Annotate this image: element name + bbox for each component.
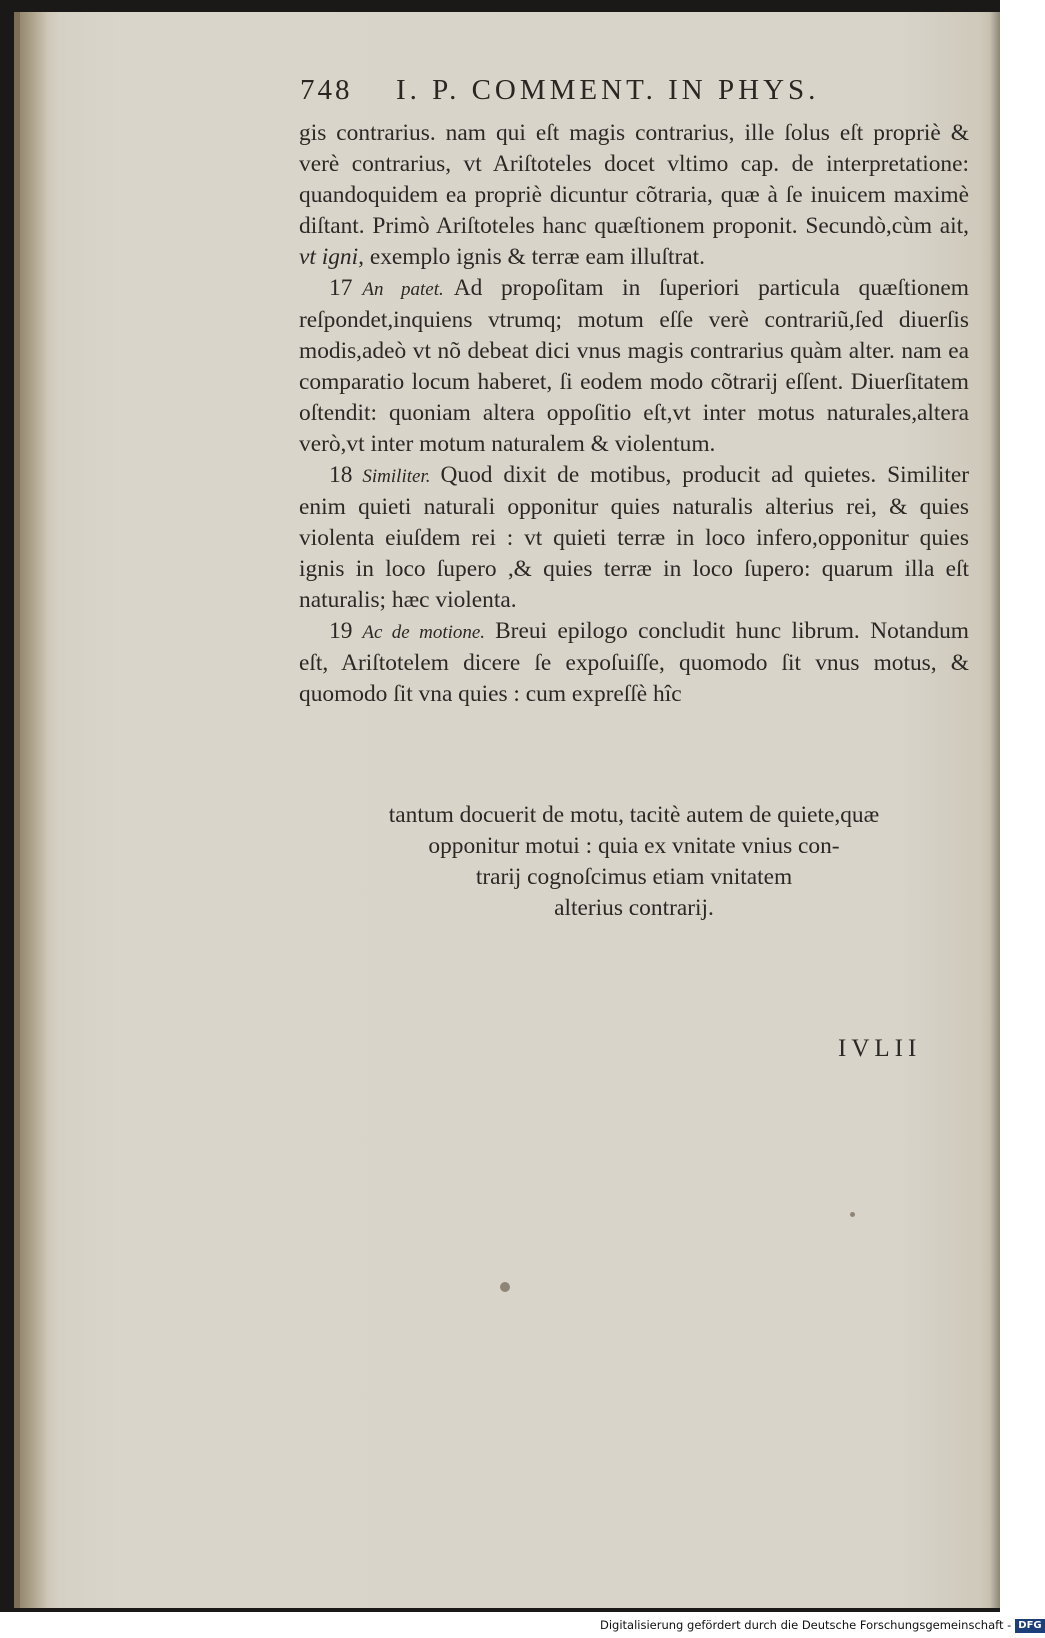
page-number: 748 [300, 74, 353, 106]
paragraph-text: exemplo ignis & terræ eam illuſtrat. [369, 244, 706, 270]
lemma: vt igni, [299, 244, 364, 270]
paper-spot [500, 1282, 510, 1292]
lemma: Ac de motione. [362, 622, 486, 643]
closing-line: trarij cognoſcimus etiam vnitatem [475, 864, 793, 890]
dfg-logo: DFG [1015, 1619, 1044, 1633]
digitization-credit [600, 1618, 1042, 1634]
page-gutter-shadow [14, 12, 48, 1608]
closing-block [299, 800, 969, 924]
closing-line: tantum docuerit de motu, tacitè autem de quiete,quæ [388, 802, 880, 828]
lemma: An patet. [362, 279, 444, 300]
paragraph-text: Breui epilogo concludit hunc librum. Notandum eſt, Ariſtotelem dicere ſe expoſuiſſe, quomodo ſit vnus motus, & quomodo ſit vna quies : cum expreſſè hîc [299, 618, 969, 707]
paragraph-text: Quod dixit de motibus, producit ad quietes. Similiter enim quieti naturali opponitur quies naturalis alterius rei, & quies violenta eiuſdem rei : vt quieti terræ in loco infero,opponitur quies ignis in loco ſupero ,& quies terræ in loco ſupero: quarum illa eſt naturalis; hæc violenta. [299, 462, 969, 613]
running-head: I. P. COMMENT. IN PHYS. [396, 74, 820, 106]
main-text [299, 118, 969, 710]
section-number: 17 [329, 275, 353, 301]
catchword: IVLII [838, 1035, 922, 1062]
page-right-edge [990, 12, 1000, 1608]
paragraph-17 [299, 273, 969, 460]
paper-spot [850, 1212, 855, 1217]
credit-text: Digitalisierung gefördert durch die Deutsche Forschungsgemeinschaft - [600, 1618, 1012, 1632]
paragraph-18 [299, 460, 969, 616]
paragraph-text: Ad propoſitam in ſuperiori particula quæſtionem reſpondet,inquiens vtrumq; motum eſſe verè contrariũ,ſed diuerſis modis,adeò vt nõ debeat dici vnus magis contrarius quàm alter. nam ea comparatio locum haberet, ſi eodem modo cõtrarij eſſent. Diuerſitatem oſtendit: quoniam altera oppoſitio eſt,vt inter motus naturales,altera verò,vt inter motum naturalem & violentum. [299, 275, 969, 457]
paragraph-16-continued [299, 118, 969, 273]
page-header [300, 74, 960, 114]
closing-line: alterius contrarij. [554, 895, 714, 921]
section-number: 18 [329, 462, 353, 488]
paragraph-text: gis contrarius. nam qui eſt magis contrarius, ille ſolus eſt propriè & verè contrarius, vt Ariſtoteles docet vltimo cap. de interpretatione: quandoquidem ea propriè dicuntur cõtraria, quæ à ſe inuicem maximè diſtant. Primò Ariſtoteles hanc quæſtionem proponit. Secundò,cùm ait, [299, 120, 969, 239]
closing-line: opponitur motui : quia ex vnitate vnius con- [428, 833, 840, 859]
lemma: Similiter. [362, 466, 431, 487]
paragraph-19 [299, 616, 969, 710]
section-number: 19 [329, 618, 353, 644]
